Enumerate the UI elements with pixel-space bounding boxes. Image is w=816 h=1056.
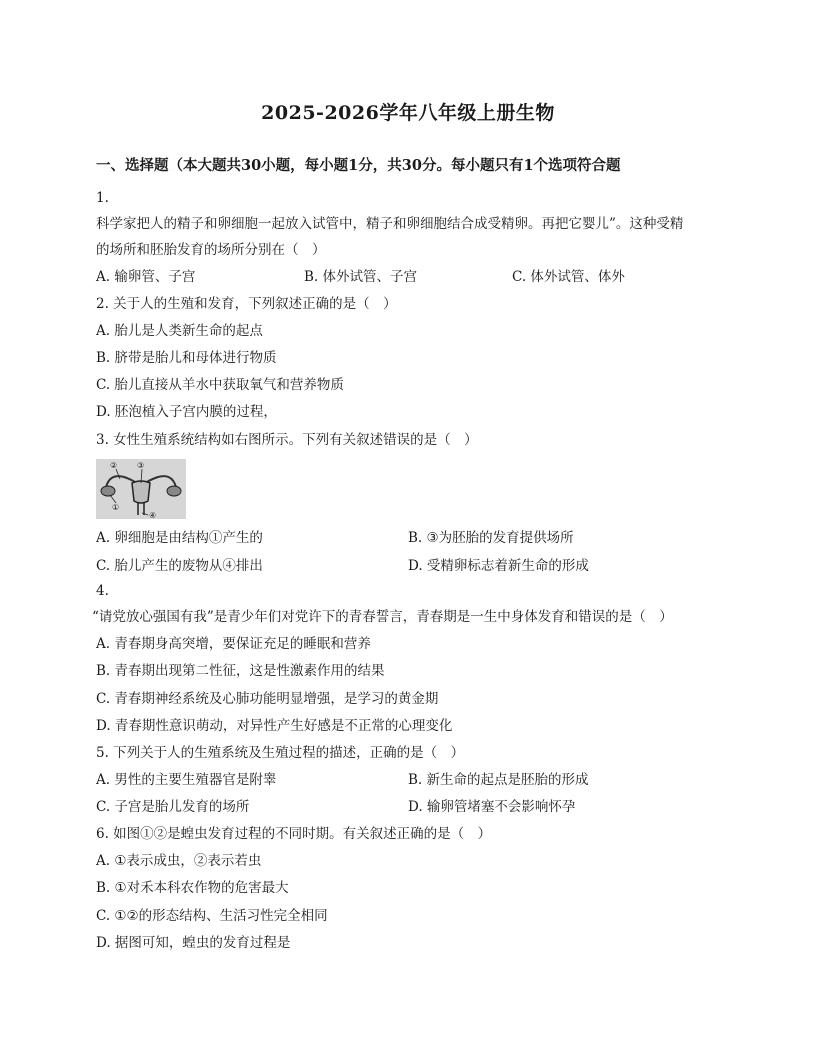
- label-4: ④: [149, 511, 157, 519]
- reproductive-system-figure: [96, 459, 186, 519]
- q6-option-d: D. 据图可知，蝗虫的发育过程是: [96, 935, 291, 951]
- uterus-diagram: [96, 459, 186, 519]
- q2-option-a: A. 胎儿是人类新生命的起点: [96, 323, 263, 339]
- section-heading: 一、选择题（本大题共30小题，每小题1分，共30分。每小题只有1个选项符合题: [96, 157, 621, 174]
- q2-option-d: D. 胚泡植入子宫内膜的过程，: [96, 404, 277, 420]
- q4-option-d: D. 青春期性意识萌动，对异性产生好感是不正常的心理变化: [96, 718, 453, 734]
- q3-option-c: C. 胎儿产生的废物从④排出: [96, 558, 263, 574]
- q3-option-b: B. ③为胚胎的发育提供场所: [408, 530, 574, 546]
- q1-stem-line1: 科学家把人的精子和卵细胞一起放入试管中，精子和卵细胞结合成受精卵。再把它婴儿”。这种受精: [96, 216, 684, 232]
- q1-option-b: B. 体外试管、子宫: [304, 269, 418, 285]
- q4-option-a: A. 青春期身高突增，要保证充足的睡眠和营养: [96, 636, 371, 652]
- page-title: 2025-2026学年八年级上册生物: [261, 102, 555, 124]
- q6-option-c: C. ①②的形态结构、生活习性完全相同: [96, 908, 328, 924]
- q6-option-b: B. ①对禾本科农作物的危害最大: [96, 880, 289, 896]
- label-3: ③: [137, 461, 145, 470]
- q6-option-a: A. ①表示成虫，②表示若虫: [96, 853, 262, 869]
- q4-option-b: B. 青春期出现第二性征，这是性激素作用的结果: [96, 663, 385, 679]
- q1-option-a: A. 输卵管、子宫: [96, 269, 196, 285]
- q4-option-c: C. 青春期神经系统及心肺功能明显增强，是学习的黄金期: [96, 691, 439, 707]
- q2-stem: 2. 关于人的生殖和发育，下列叙述正确的是（ ）: [96, 296, 397, 312]
- q3-stem: 3. 女性生殖系统结构如右图所示。下列有关叙述错误的是（ ）: [96, 432, 478, 448]
- q6-stem: 6. 如图①②是蝗虫发育过程的不同时期。有关叙述正确的是（ ）: [96, 826, 492, 842]
- q2-option-c: C. 胎儿直接从羊水中获取氧气和营养物质: [96, 377, 344, 393]
- q1-number: 1.: [96, 190, 109, 206]
- q5-option-c: C. 子宫是胎儿发育的场所: [96, 799, 250, 815]
- label-1: ①: [112, 503, 120, 512]
- q3-option-d: D. 受精卵标志着新生命的形成: [408, 558, 589, 574]
- q2-option-b: B. 脐带是胎儿和母体进行物质: [96, 350, 277, 366]
- q5-option-b: B. 新生命的起点是胚胎的形成: [408, 772, 589, 788]
- q4-stem: “请党放心强国有我”是青少年们对党许下的青春誓言，青春期是一生中身体发育和错误的是（ ）: [92, 609, 673, 625]
- q4-number: 4.: [96, 583, 109, 599]
- q1-option-c: C. 体外试管、体外: [512, 269, 625, 285]
- q5-stem: 5. 下列关于人的生殖系统及生殖过程的描述，正确的是（ ）: [96, 745, 465, 761]
- label-2: ②: [110, 461, 118, 470]
- q5-option-d: D. 输卵管堵塞不会影响怀孕: [408, 799, 576, 815]
- q1-stem-line2: 的场所和胚胎发育的场所分别在（ ）: [96, 242, 326, 258]
- q3-option-a: A. 卵细胞是由结构①产生的: [96, 530, 263, 546]
- q5-option-a: A. 男性的主要生殖器官是附睾: [96, 772, 277, 788]
